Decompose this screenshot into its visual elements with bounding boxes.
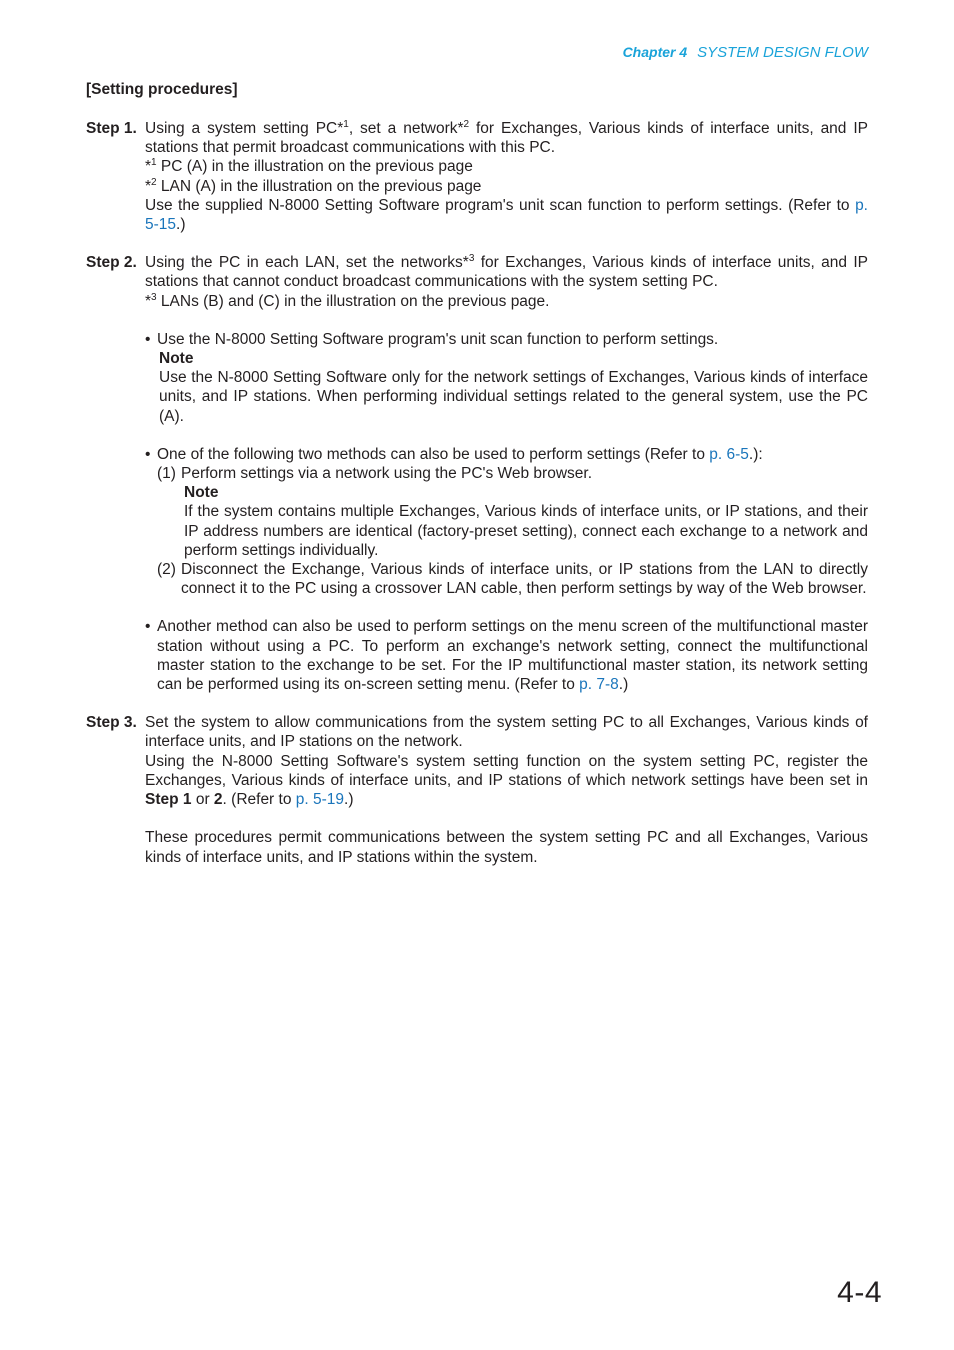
bullet-dot: • <box>145 330 151 348</box>
note-body: Use the N-8000 Setting Software only for the network settings of Exchanges, Various kinds of interface units, and IP stations. When performing individual settings related to the general system, use the PC (A). <box>159 369 868 425</box>
step-1-scan-instruction <box>145 196 868 234</box>
footnote-2-mark: * <box>145 177 152 195</box>
running-header <box>623 44 868 61</box>
step-2 <box>86 253 868 694</box>
link-p7-8[interactable]: p. 7-8 <box>579 676 619 694</box>
link-p5-19[interactable]: p. 5-19 <box>295 791 345 809</box>
method-1-note <box>157 483 868 560</box>
link-p5-15[interactable]: p. 5-15 <box>145 196 868 234</box>
step-1-text-b: , set a network* <box>348 120 464 137</box>
method-2 <box>157 560 868 598</box>
step-2-ref: 2 <box>213 791 223 809</box>
step-1-label: Step 1. <box>86 120 137 137</box>
method-1 <box>157 464 868 483</box>
step-3-or: or <box>191 791 214 809</box>
footnote-ref-2: 2 <box>463 119 470 130</box>
step-3 <box>86 713 868 866</box>
note-body: If the system contains multiple Exchanges, Various kinds of interface units, or IP stations, and their IP address numbers are identical (factory-preset setting), connect each exchange to a network and perform settings individually. <box>184 503 868 559</box>
bullet-alternative-text-b: .): <box>748 445 763 463</box>
step-3-label: Step 3. <box>86 714 137 732</box>
procedure-content <box>86 119 868 867</box>
step-2-label: Step 2. <box>86 254 137 272</box>
step-3-refer: . (Refer to <box>222 791 296 809</box>
step-3-register-end: .) <box>344 791 354 809</box>
step-1-scan-text: Use the supplied N-8000 Setting Software program's unit scan function to perform settings. (Refer to <box>145 196 856 214</box>
bullet-dot: • <box>145 445 151 463</box>
bullet-master-station-text-b: .) <box>618 676 629 694</box>
section-title: [Setting procedures] <box>86 81 238 98</box>
bullet-unit-scan-text: Use the N-8000 Setting Software program's unit scan function to perform settings. <box>157 330 719 348</box>
step-3-intro: Set the system to allow communications from the system setting PC to all Exchanges, Various kinds of interface units, and IP stations on the network. <box>145 714 868 751</box>
chapter-title: SYSTEM DESIGN FLOW <box>697 44 868 61</box>
bullet-master-station-text-a: Another method can also be used to perform settings on the menu screen of the multifunctional master station without using a PC. To perform an exchange's network setting, connect the multifunctional master station to the exchange to be set. For the IP multifunctional master station, its network setting can be performed using its on-screen setting menu. (Refer to <box>157 618 868 694</box>
page-number: 4-4 <box>837 1276 882 1309</box>
footnote-2 <box>145 177 868 196</box>
bullet-master-station <box>145 617 868 694</box>
footnote-3-text: LANs (B) and (C) in the illustration on the previous page. <box>156 292 550 310</box>
step-3-register-text: Using the N-8000 Setting Software's system setting function on the system setting PC, register the Exchanges, Various kinds of interface units, and IP stations of which network settings have been set in <box>145 752 868 789</box>
step-1-scan-end: .) <box>176 216 186 234</box>
method-1-text: Perform settings via a network using the PC's Web browser. <box>181 465 593 483</box>
step-1-intro <box>145 119 868 157</box>
step-1 <box>86 119 868 234</box>
bullet-dot: • <box>145 618 151 636</box>
footnote-1-text: PC (A) in the illustration on the previous page <box>156 158 473 176</box>
step-1-text-c: for Exchanges, Various kinds of interface units, and IP stations that permit broadcast communications with this PC. <box>145 120 868 157</box>
footnote-3 <box>145 292 868 311</box>
step-1-text-a: Using a system setting PC* <box>145 120 344 137</box>
footnote-3-mark: * <box>145 292 152 310</box>
footnote-3-sup: 3 <box>151 291 157 303</box>
step-1-ref: Step 1 <box>145 791 192 809</box>
footnote-2-text: LAN (A) in the illustration on the previous page <box>156 177 482 195</box>
footnote-2-sup: 2 <box>151 176 157 188</box>
step-2-intro <box>145 253 868 291</box>
footnote-1-sup: 1 <box>151 157 157 169</box>
note-title: Note <box>184 484 219 502</box>
step-3-register <box>145 752 868 810</box>
bullet-alternative-text <box>157 445 868 464</box>
method-2-text: Disconnect the Exchange, Various kinds of interface units, or IP stations from the LAN to directly connect it to the PC using a crossover LAN cable, then perform settings by way of the Web browser. <box>181 561 868 598</box>
chapter-label: Chapter 4 <box>622 44 688 60</box>
step-3-conclusion: These procedures permit communications between the system setting PC and all Exchanges, Various kinds of interface units, and IP stations within the system. <box>145 829 868 866</box>
step-2-text-b: for Exchanges, Various kinds of interface units, and IP stations that cannot conduct broadcast communications with the system setting PC. <box>145 254 868 291</box>
note-title: Note <box>159 350 194 368</box>
method-1-number: (1) <box>157 465 176 483</box>
footnote-1 <box>145 157 868 176</box>
bullet-unit-scan <box>145 330 868 426</box>
footnote-ref-1: 1 <box>343 119 349 130</box>
footnote-1-mark: * <box>145 158 152 176</box>
link-p6-5[interactable]: p. 6-5 <box>709 445 749 463</box>
bullet-master-station-text <box>157 617 868 694</box>
footnote-ref-3: 3 <box>468 253 475 265</box>
step-2-text-a: Using the PC in each LAN, set the networks* <box>145 254 469 272</box>
bullet-alternative-text-a: One of the following two methods can also be used to perform settings (Refer to <box>157 445 710 463</box>
bullet-alternative-methods <box>145 445 868 599</box>
method-2-number: (2) <box>157 561 176 579</box>
